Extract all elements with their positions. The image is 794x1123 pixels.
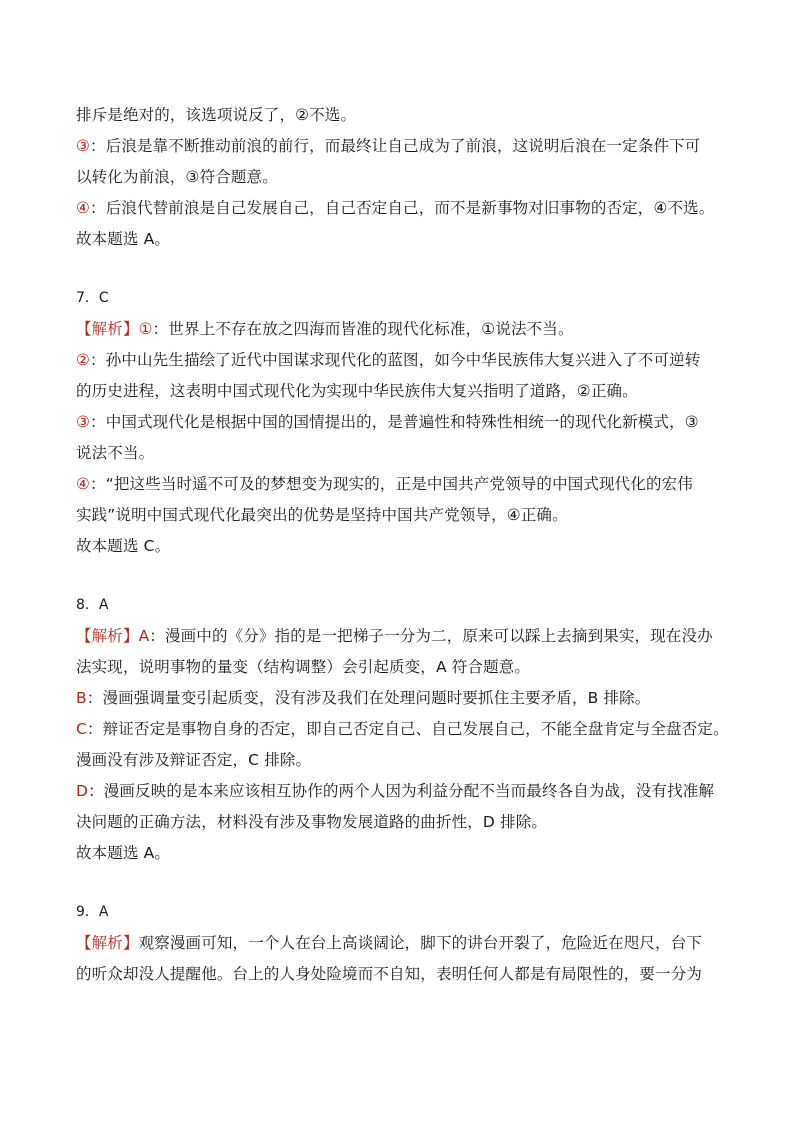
question-7	[76, 283, 726, 562]
analysis-tag: 【解析】	[76, 320, 139, 338]
text-line: 说法不当。	[76, 444, 155, 462]
text-line: 漫画没有涉及辩证否定，C 排除。	[76, 751, 312, 769]
option-marker: ②	[76, 351, 91, 369]
document-page	[76, 100, 729, 990]
text-line: 【解析】观察漫画可知，一个人在台上高谈阔论，脚下的讲台开裂了，危险近在咫尺，台下	[76, 934, 703, 952]
text-line: 【解析】A：漫画中的《分》指的是一把梯子一分为二，原来可以踩上去摘到果实，现在没办	[76, 627, 713, 645]
option-marker: ④	[76, 475, 91, 493]
text-line: 【解析】①：世界上不存在放之四海而皆准的现代化标准，①说法不当。	[76, 320, 574, 338]
text-line: D：漫画反映的是本来应该相互协作的两个人因为利益分配不当而最终各自为战，没有找准解	[76, 782, 715, 800]
question-number: 9．A	[76, 904, 109, 920]
text-line: 的听众却没人提醒他。台上的人身处险境而不自知，表明任何人都是有局限性的，要一分为	[76, 965, 703, 983]
text-line: ②：孙中山先生描绘了近代中国谋求现代化的蓝图，如今中华民族伟大复兴进入了不可逆转	[76, 351, 701, 369]
question-number: 7．C	[76, 290, 109, 306]
option-marker: ③	[76, 413, 91, 431]
text-line: 实践”说明中国式现代化最突出的优势是坚持中国共产党领导，④正确。	[76, 506, 568, 524]
text-line: ④：“把这些当时遥不可及的梦想变为现实的，正是中国共产党领导的中国式现代化的宏伟	[76, 475, 693, 493]
option-marker: B	[76, 689, 87, 707]
text-line: ③：后浪是靠不断推动前浪的前行，而最终让自己成为了前浪，这说明后浪在一定条件下可	[76, 137, 701, 155]
text-line: C：辩证否定是事物自身的否定，即自己否定自己、自己发展自己，不能全盘肯定与全盘否定。	[76, 720, 729, 738]
text-line: 以转化为前浪，③符合题意。	[76, 168, 278, 186]
text-line: 法实现，说明事物的量变（结构调整）会引起质变，A 符合题意。	[76, 658, 531, 676]
text-line: 故本题选 A。	[76, 230, 171, 248]
option-marker: ③	[76, 137, 91, 155]
text-line: 故本题选 A。	[76, 844, 171, 862]
option-marker: D	[76, 782, 89, 800]
text-line: 排斥是绝对的，该选项说反了，②不选。	[76, 106, 357, 124]
option-marker: C	[76, 720, 87, 738]
text-line: 故本题选 C。	[76, 537, 171, 555]
analysis-tag: 【解析】	[76, 934, 139, 952]
text-line: ④：后浪代替前浪是自己发展自己，自己否定自己，而不是新事物对旧事物的否定，④不选。	[76, 199, 715, 217]
option-marker: ①	[138, 320, 153, 338]
option-marker: A	[138, 627, 150, 645]
text-line: ③：中国式现代化是根据中国的国情提出的，是普遍性和特殊性相统一的现代化新模式，③	[76, 413, 699, 431]
text-line: 的历史进程，这表明中国式现代化为实现中华民族伟大复兴指明了道路，②正确。	[76, 382, 638, 400]
question-number: 8．A	[76, 597, 109, 613]
analysis-tag: 【解析】	[76, 627, 139, 645]
continuation-block	[76, 100, 726, 255]
option-marker: ④	[76, 199, 91, 217]
question-8	[76, 590, 729, 869]
question-9	[76, 897, 726, 990]
text-line: B：漫画强调量变引起质变，没有涉及我们在处理问题时要抓住主要矛盾，B 排除。	[76, 689, 651, 707]
text-line: 决问题的正确方法，材料没有涉及事物发展道路的曲折性，D 排除。	[76, 813, 548, 831]
